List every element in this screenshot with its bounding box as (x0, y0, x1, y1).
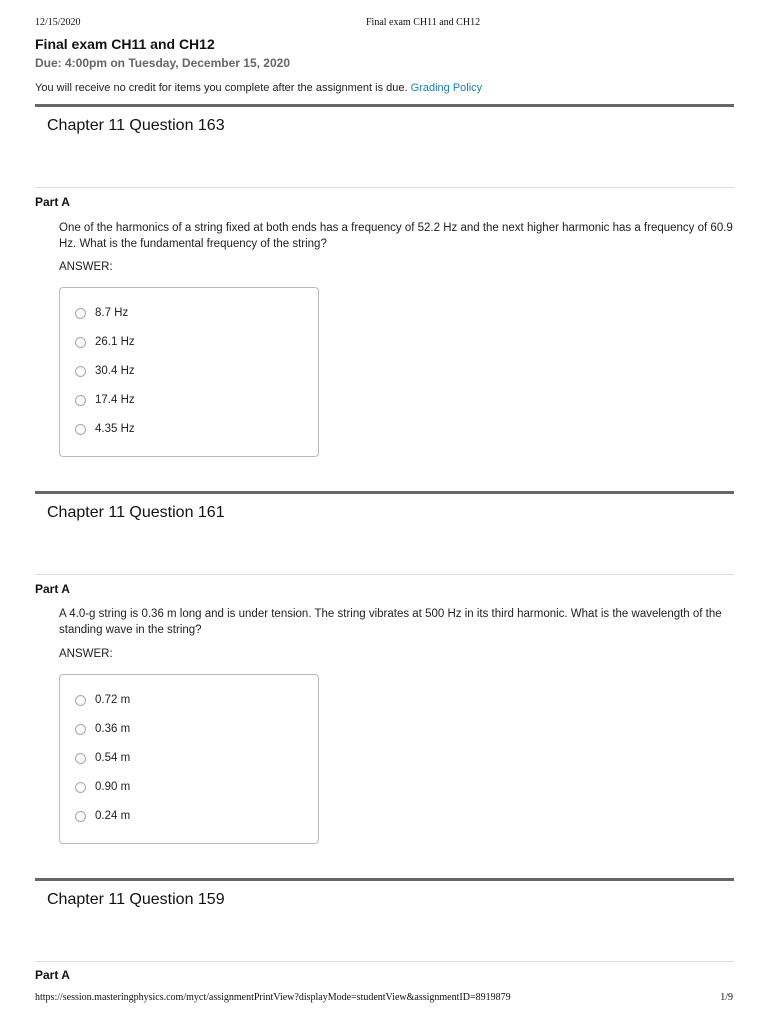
answer-label: ANSWER: (59, 648, 113, 660)
chapter-title: Chapter 11 Question 159 (47, 891, 225, 908)
option-label: 26.1 Hz (95, 336, 135, 348)
divider (35, 961, 734, 962)
answer-option[interactable] (75, 750, 130, 766)
late-notice (35, 82, 482, 94)
radio-button[interactable] (75, 695, 86, 706)
radio-button[interactable] (75, 811, 86, 822)
print-header (35, 17, 733, 31)
answer-option[interactable] (75, 305, 128, 321)
answer-option[interactable] (75, 334, 135, 350)
option-label: 8.7 Hz (95, 307, 129, 319)
radio-button[interactable] (75, 395, 86, 406)
answer-choices (59, 287, 319, 457)
chapter-header (35, 491, 734, 575)
print-title: Final exam CH11 and CH12 (366, 17, 481, 28)
part-label: Part A (35, 195, 70, 209)
option-label: 0.24 m (95, 810, 131, 822)
divider (35, 187, 734, 188)
chapter-title: Chapter 11 Question 163 (47, 117, 225, 134)
radio-button[interactable] (75, 782, 86, 793)
radio-button[interactable] (75, 424, 86, 435)
radio-button[interactable] (75, 337, 86, 348)
option-label: 0.54 m (95, 752, 131, 764)
print-url: https://session.masteringphysics.com/myct/assignmentPrintView?displayMode=studentView&assignmentID=8919879 (35, 992, 511, 1003)
chapter-header (35, 878, 734, 962)
option-label: 0.72 m (95, 694, 131, 706)
answer-label: ANSWER: (59, 261, 113, 273)
radio-button[interactable] (75, 366, 86, 377)
late-notice-text: You will receive no credit for items you complete after the assignment is due. (35, 82, 408, 94)
answer-choices (59, 674, 319, 844)
grading-policy-link[interactable]: Grading Policy (410, 82, 483, 94)
question-text: A 4.0-g string is 0.36 m long and is under tension. The string vibrates at 500 Hz in its third harmonic. What is the wavelength of the standing wave in the string? (59, 608, 722, 636)
radio-button[interactable] (75, 308, 86, 319)
print-date: 12/15/2020 (35, 17, 81, 28)
answer-option[interactable] (75, 808, 130, 824)
question-text: One of the harmonics of a string fixed at both ends has a frequency of 52.2 Hz and the next higher harmonic has a frequency of 60.9 Hz. What is the fundamental frequency of the string? (59, 222, 733, 250)
option-label: 17.4 Hz (95, 394, 135, 406)
page-number: 1/9 (720, 992, 733, 1003)
divider (35, 574, 734, 575)
answer-option[interactable] (75, 692, 130, 708)
chapter-header (35, 104, 734, 188)
chapter-title: Chapter 11 Question 161 (47, 504, 225, 521)
part-label: Part A (35, 582, 70, 596)
part-label: Part A (35, 968, 70, 982)
option-label: 0.36 m (95, 723, 131, 735)
assignment-title: Final exam CH11 and CH12 (35, 36, 215, 52)
option-label: 4.35 Hz (95, 423, 135, 435)
answer-option[interactable] (75, 392, 135, 408)
radio-button[interactable] (75, 724, 86, 735)
due-date: Due: 4:00pm on Tuesday, December 15, 2020 (35, 56, 290, 70)
print-footer (35, 992, 733, 1006)
answer-option[interactable] (75, 779, 130, 795)
option-label: 30.4 Hz (95, 365, 135, 377)
radio-button[interactable] (75, 753, 86, 764)
answer-option[interactable] (75, 421, 135, 437)
answer-option[interactable] (75, 721, 130, 737)
option-label: 0.90 m (95, 781, 131, 793)
answer-option[interactable] (75, 363, 135, 379)
